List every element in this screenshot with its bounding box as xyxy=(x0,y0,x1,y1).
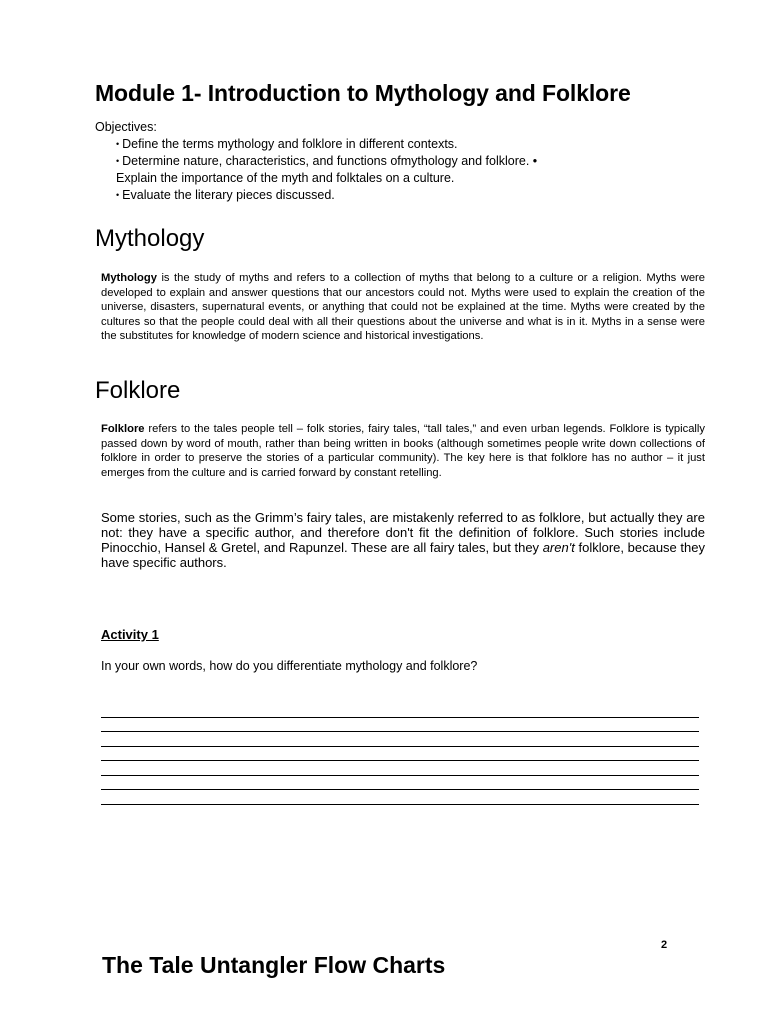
activity-prompt: In your own words, how do you differentiate mythology and folklore? xyxy=(101,659,478,673)
folklore-text: refers to the tales people tell – folk stories, fairy tales, “tall tales,” and even urban legends. Folklore is typically passed down by word of mouth, rather than being written in books (although sometimes people write down collections of folklore in order to preserve the stories of a particular community). The key here is that folklore has no author – it just emerges from the culture and is carried forward by constant retelling. xyxy=(101,423,705,479)
answer-line[interactable] xyxy=(101,732,699,747)
objective-item xyxy=(116,170,655,187)
objectives-list xyxy=(95,136,655,204)
bullet-icon: • xyxy=(116,156,120,166)
objectives-section xyxy=(95,119,655,204)
objective-item xyxy=(116,136,655,153)
objective-text: Evaluate the literary pieces discussed. xyxy=(122,188,335,202)
folklore-term: Folklore xyxy=(101,423,145,435)
answer-line[interactable] xyxy=(101,776,699,791)
grimm-text-after: folklore, because they have specific authors. xyxy=(101,540,706,570)
answer-line[interactable] xyxy=(101,761,699,776)
page-number: 2 xyxy=(661,939,668,951)
footer-title: The Tale Untangler Flow Charts xyxy=(102,952,446,978)
bullet-icon: • xyxy=(116,139,120,149)
grimm-text-before: Some stories, such as the Grimm’s fairy tales, are mistakenly referred to as folklore, but actually they are not: they have a specific author, and therefore don't fit the definition of folklore. Such stories include Pinocchio, Hansel & Gretel, and Rapunzel. These are all fairy tales, but they xyxy=(101,510,705,555)
answer-line[interactable] xyxy=(101,790,699,805)
mythology-term: Mythology xyxy=(101,272,157,284)
answer-lines xyxy=(101,703,699,805)
objective-item xyxy=(116,187,655,204)
module-title: Module 1- Introduction to Mythology and Folklore xyxy=(95,80,631,106)
folklore-paragraph xyxy=(101,422,705,480)
mythology-paragraph xyxy=(101,271,705,344)
answer-line[interactable] xyxy=(101,718,699,733)
activity-heading: Activity 1 xyxy=(101,627,159,642)
objective-text: Define the terms mythology and folklore in different contexts. xyxy=(122,137,458,151)
bullet-icon: • xyxy=(116,190,120,200)
mythology-heading: Mythology xyxy=(95,225,205,252)
grimm-text-emphasis: aren't xyxy=(542,540,575,555)
objectives-label: Objectives: xyxy=(95,120,157,134)
folklore-heading: Folklore xyxy=(95,377,181,404)
objective-item xyxy=(116,153,655,170)
answer-line[interactable] xyxy=(101,703,699,718)
objective-text: Explain the importance of the myth and folktales on a culture. xyxy=(116,171,455,185)
answer-line[interactable] xyxy=(101,747,699,762)
mythology-text: is the study of myths and refers to a collection of myths that belong to a culture or a religion. Myths were developed to explain and answer questions that our ancestors could not. Myths were used to explain the creation of the universe, disasters, supernatural events, or anything that could not be explained at the time. Myths were created by the cultures so that the people could deal with all their questions about the universe and what is in it. Myths in a sense were the substitutes for knowledge of modern science and historical investigations. xyxy=(101,272,705,342)
objective-text: Determine nature, characteristics, and functions ofmythology and folklore. • xyxy=(122,154,538,168)
grimm-paragraph xyxy=(101,510,705,570)
